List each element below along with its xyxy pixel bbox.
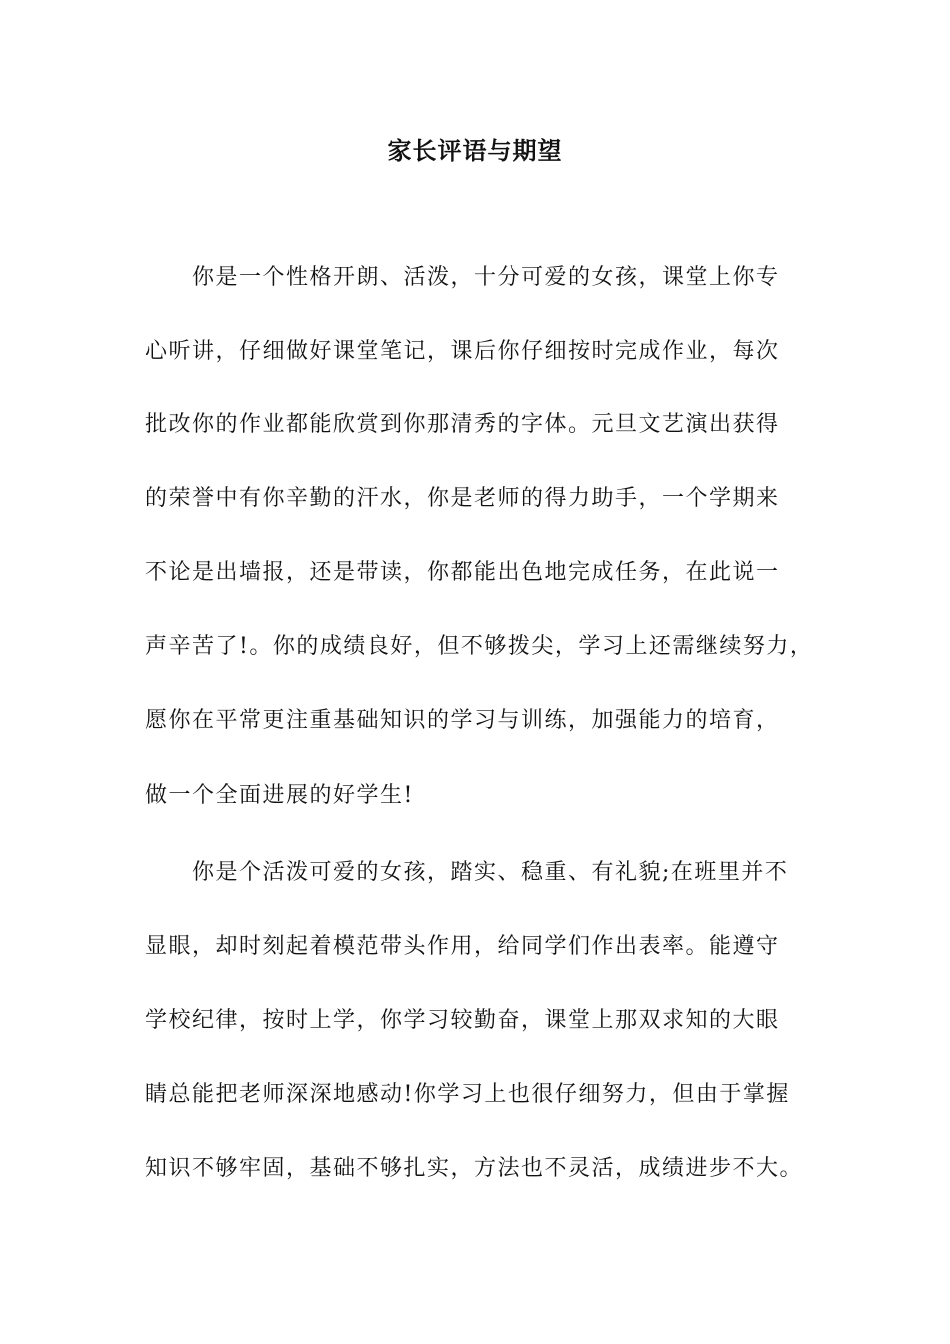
text-line: 睛总能把老师深深地感动!你学习上也很仔细努力，但由于掌握 (145, 1082, 790, 1107)
text-line: 声辛苦了!。你的成绩良好，但不够拨尖，学习上还需继续努力， (145, 634, 814, 659)
text-line: 愿你在平常更注重基础知识的学习与训练，加强能力的培育， (145, 708, 780, 733)
document-title: 家长评语与期望 (387, 136, 563, 165)
text-line: 你是个活泼可爱的女孩，踏实、稳重、有礼貌;在班里并不 (192, 860, 789, 885)
text-line: 做一个全面进展的好学生! (145, 783, 414, 808)
text-line: 学校纪律，按时上学，你学习较勤奋，课堂上那双求知的大眼 (145, 1008, 780, 1033)
text-line: 知识不够牢固，基础不够扎实，方法也不灵活，成绩进步不大。 (145, 1156, 804, 1181)
text-line: 显眼，却时刻起着模范带头作用，给同学们作出表率。能遵守 (145, 934, 780, 959)
text-line: 不论是出墙报，还是带读，你都能出色地完成任务，在此说一 (145, 560, 780, 585)
text-line: 批改你的作业都能欣赏到你那清秀的字体。元旦文艺演出获得 (145, 412, 780, 437)
text-line: 的荣誉中有你辛勤的汗水，你是老师的得力助手，一个学期来 (145, 486, 780, 511)
text-line: 心听讲，仔细做好课堂笔记，课后你仔细按时完成作业，每次 (145, 339, 780, 364)
text-line: 你是一个性格开朗、活泼，十分可爱的女孩，课堂上你专 (192, 265, 780, 290)
